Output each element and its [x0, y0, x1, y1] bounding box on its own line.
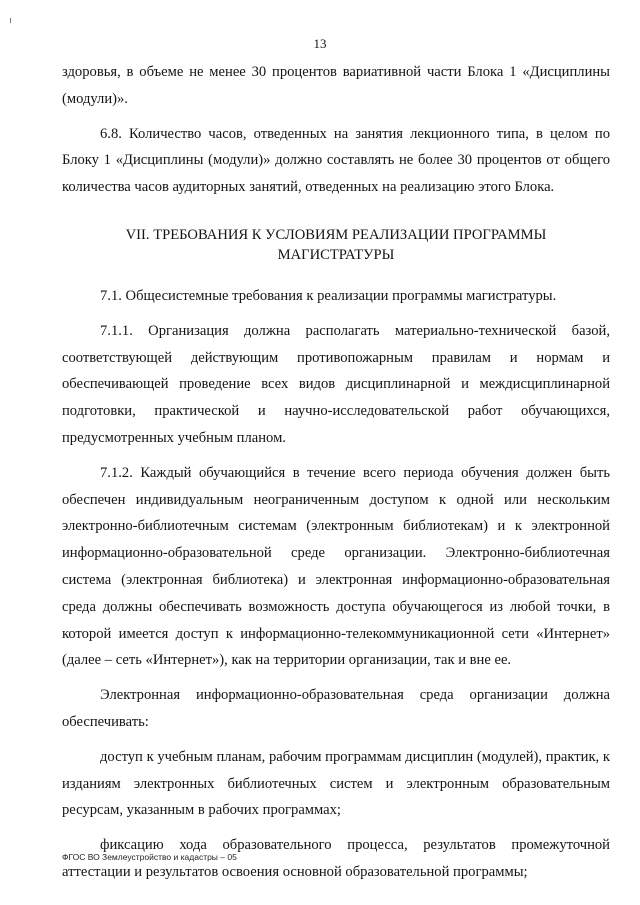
paragraph-eios: Электронная информационно-образовательная среда организации должна обеспечивать: [62, 687, 610, 730]
paragraph-7-1: 7.1. Общесистемные требования к реализации программы магистратуры. [100, 287, 557, 304]
page-number: 13 [313, 36, 327, 51]
paragraph-7-1-1: 7.1.1. Организация должна располагать материально-технической базой, соответствующей действующим противопожарным правилам и нормам и обеспечивающей проведение всех видов дисциплинарной и междисциплинарной подготовки, практической и научно-исследовательской работ обучающихся, предусмотренных учебным планом. [62, 322, 610, 446]
scan-edge-mark [10, 18, 11, 23]
paragraph-access: доступ к учебным планам, рабочим программам дисциплин (модулей), практик, к изданиям электронных библиотечных систем и электронным образовательным ресурсам, указанным в рабочих программах; [62, 748, 610, 819]
paragraph-6-8: 6.8. Количество часов, отведенных на занятия лекционного типа, в целом по Блоку 1 «Дисциплины (модули)» должно составлять не более 30 процентов от общего количества часов аудиторных занятий, отведенных на реализацию этого Блока. [62, 125, 610, 196]
section-heading [62, 225, 610, 265]
paragraph-7-1-2: 7.1.2. Каждый обучающийся в течение всего периода обучения должен быть обеспечен индивидуальным неограниченным доступом к одной или нескольким электронно-библиотечным системам (электронным библиотекам) и к электронной информационно-образовательной среде организации. Электронно-библиотечная система (электронная библиотека) и электронная информационно-образовательная среда должны обеспечивать возможность доступа обучающегося из любой точки, в которой имеется доступ к информационно-телекоммуникационной сети «Интернет» (далее – сеть «Интернет»), как на территории организации, так и вне ее. [62, 464, 610, 669]
section-heading-line2: МАГИСТРАТУРЫ [277, 246, 395, 263]
paragraph-continuation: здоровья, в объеме не менее 30 процентов вариативной части Блока 1 «Дисциплины (модули)». [62, 64, 610, 107]
section-heading-line1: VII. ТРЕБОВАНИЯ К УСЛОВИЯМ РЕАЛИЗАЦИИ ПРОГРАММЫ [125, 226, 547, 243]
document-body [62, 59, 610, 886]
document-footer: ФГОС ВО Землеустройство и кадастры – 05 [62, 852, 237, 862]
paragraph-recording: фиксацию хода образовательного процесса, результатов промежуточной аттестации и результатов освоения основной образовательной программы; [62, 837, 610, 880]
